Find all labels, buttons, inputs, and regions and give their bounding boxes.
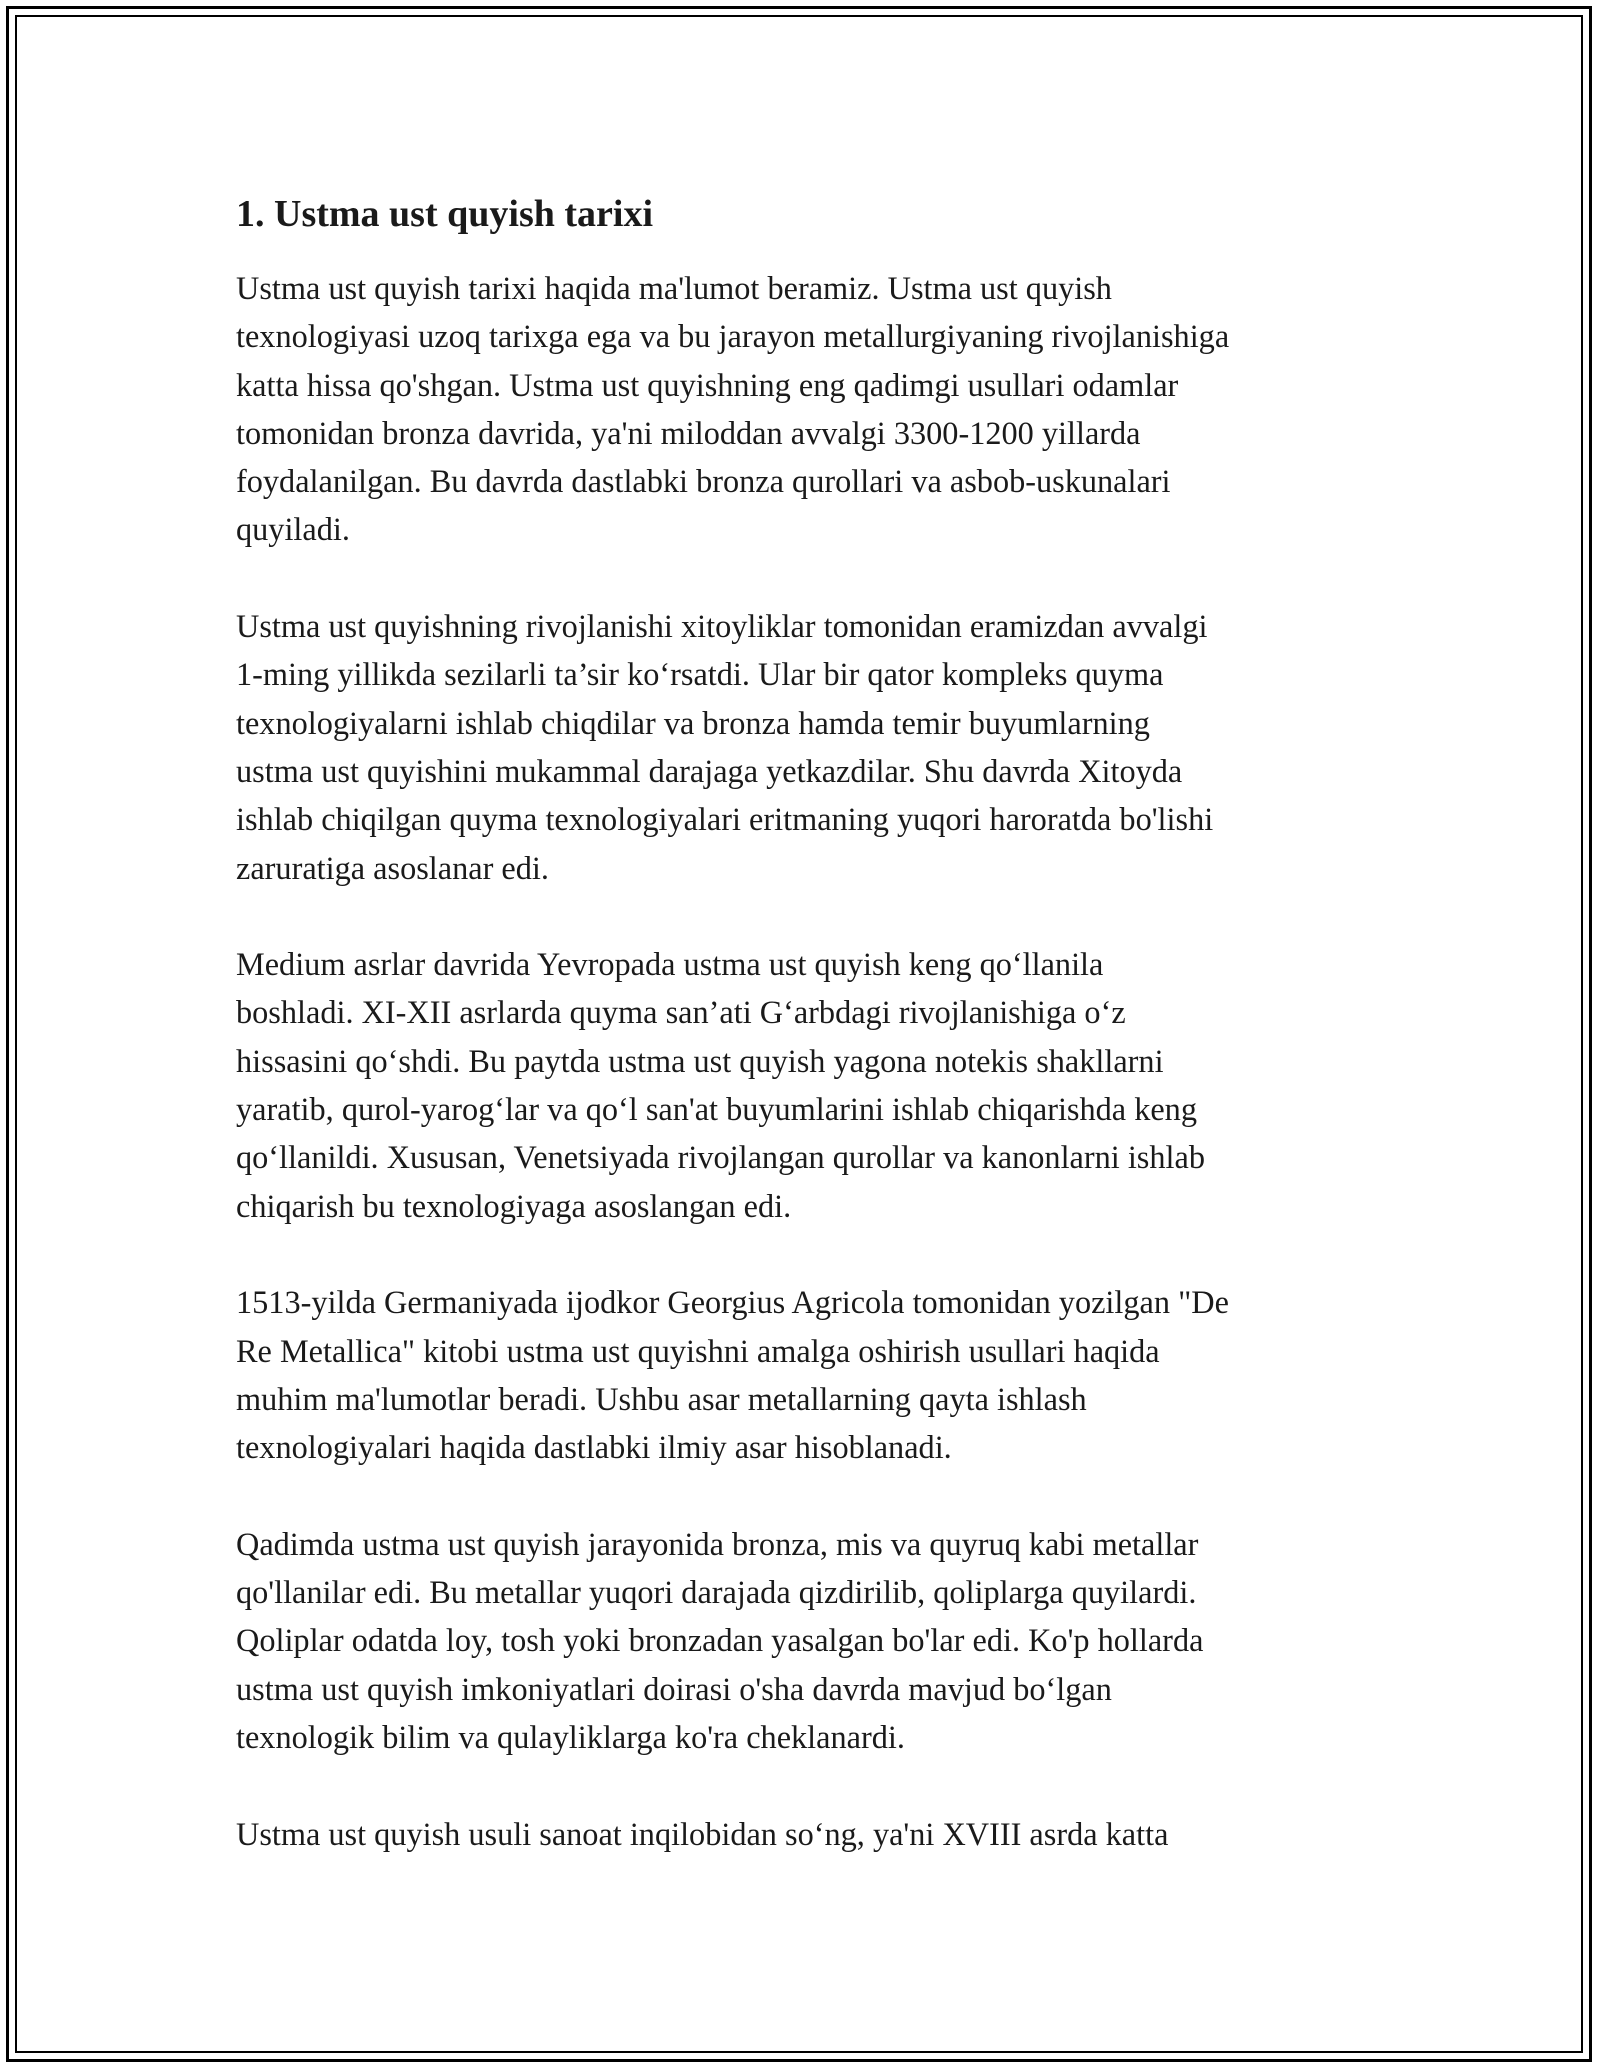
paragraph-4: [236, 1278, 1386, 1471]
text-line: katta hissa qo'shgan. Ustma ust quyishning eng qadimgi usullari odamlar: [236, 366, 1179, 403]
section-heading: 1. Ustma ust quyish tarixi: [236, 193, 653, 235]
text-line: chiqarish bu texnologiyaga asoslangan edi.: [236, 1187, 792, 1224]
text-line: tomonidan bronza davrida, ya'ni miloddan avvalgi 3300-1200 yillarda: [236, 414, 1141, 451]
text-line: quyiladi.: [236, 511, 350, 548]
text-line: hissasini qo‘shdi. Bu paytda ustma ust quyish yagona notekis shakllarni: [236, 1042, 1164, 1079]
text-line: ustma ust quyishini mukammal darajaga yetkazdilar. Shu davrda Xitoyda: [236, 752, 1183, 789]
text-line: Ustma ust quyish usuli sanoat inqilobidan so‘ng, ya'ni XVIII asrda katta: [236, 1815, 1169, 1852]
text-line: 1513-yilda Germaniyada ijodkor Georgius Agricola tomonidan yozilgan "De: [236, 1284, 1229, 1321]
text-line: yaratib, qurol-yarog‘lar va qo‘l san'at buyumlarini ishlab chiqarishda keng: [236, 1091, 1197, 1128]
text-line: zaruratiga asoslanar edi.: [236, 849, 549, 886]
text-line: 1-ming yillikda sezilarli ta’sir ko‘rsatdi. Ular bir qator kompleks quyma: [236, 656, 1164, 693]
text-line: texnologik bilim va qulayliklarga ko'ra cheklanardi.: [236, 1718, 905, 1755]
text-line: Medium asrlar davrida Yevropada ustma ust quyish keng qo‘llanila: [236, 946, 1104, 983]
text-line: Re Metallica" kitobi ustma ust quyishni amalga oshirish usullari haqida: [236, 1332, 1160, 1369]
paragraph-6: [236, 1810, 1386, 1858]
paragraph-5: [236, 1520, 1386, 1761]
text-line: foydalanilgan. Bu davrda dastlabki bronza qurollari va asbob-uskunalari: [236, 463, 1171, 500]
text-line: qo'llanilar edi. Bu metallar yuqori darajada qizdirilib, qoliplarga quyilardi.: [236, 1574, 1197, 1611]
paragraph-1: [236, 264, 1386, 554]
text-line: ustma ust quyish imkoniyatlari doirasi o'sha davrda mavjud bo‘lgan: [236, 1670, 1112, 1707]
text-line: qo‘llanildi. Xususan, Venetsiyada rivojlangan qurollar va kanonlarni ishlab: [236, 1139, 1205, 1176]
text-line: texnologiyasi uzoq tarixga ega va bu jarayon metallurgiyaning rivojlanishiga: [236, 318, 1230, 355]
text-line: Qoliplar odatda loy, tosh yoki bronzadan yasalgan bo'lar edi. Ko'p hollarda: [236, 1622, 1204, 1659]
text-line: texnologiyalari haqida dastlabki ilmiy asar hisoblanadi.: [236, 1429, 952, 1466]
text-line: Qadimda ustma ust quyish jarayonida bronza, mis va quyruq kabi metallar: [236, 1525, 1199, 1562]
paragraph-2: [236, 602, 1386, 892]
text-line: Ustma ust quyish tarixi haqida ma'lumot beramiz. Ustma ust quyish: [236, 270, 1112, 306]
text-line: Ustma ust quyishning rivojlanishi xitoyliklar tomonidan eramizdan avvalgi: [236, 608, 1208, 645]
text-line: ishlab chiqilgan quyma texnologiyalari eritmaning yuqori haroratda bo'lishi: [236, 801, 1214, 838]
paragraph-3: [236, 940, 1386, 1230]
text-line: texnologiyalarni ishlab chiqdilar va bronza hamda temir buyumlarning: [236, 704, 1150, 741]
document-body: [236, 186, 1386, 1906]
text-line: boshladi. XI-XII asrlarda quyma san’ati G‘arbdagi rivojlanishiga o‘z: [236, 994, 1126, 1031]
text-line: muhim ma'lumotlar beradi. Ushbu asar metallarning qayta ishlash: [236, 1380, 1087, 1417]
